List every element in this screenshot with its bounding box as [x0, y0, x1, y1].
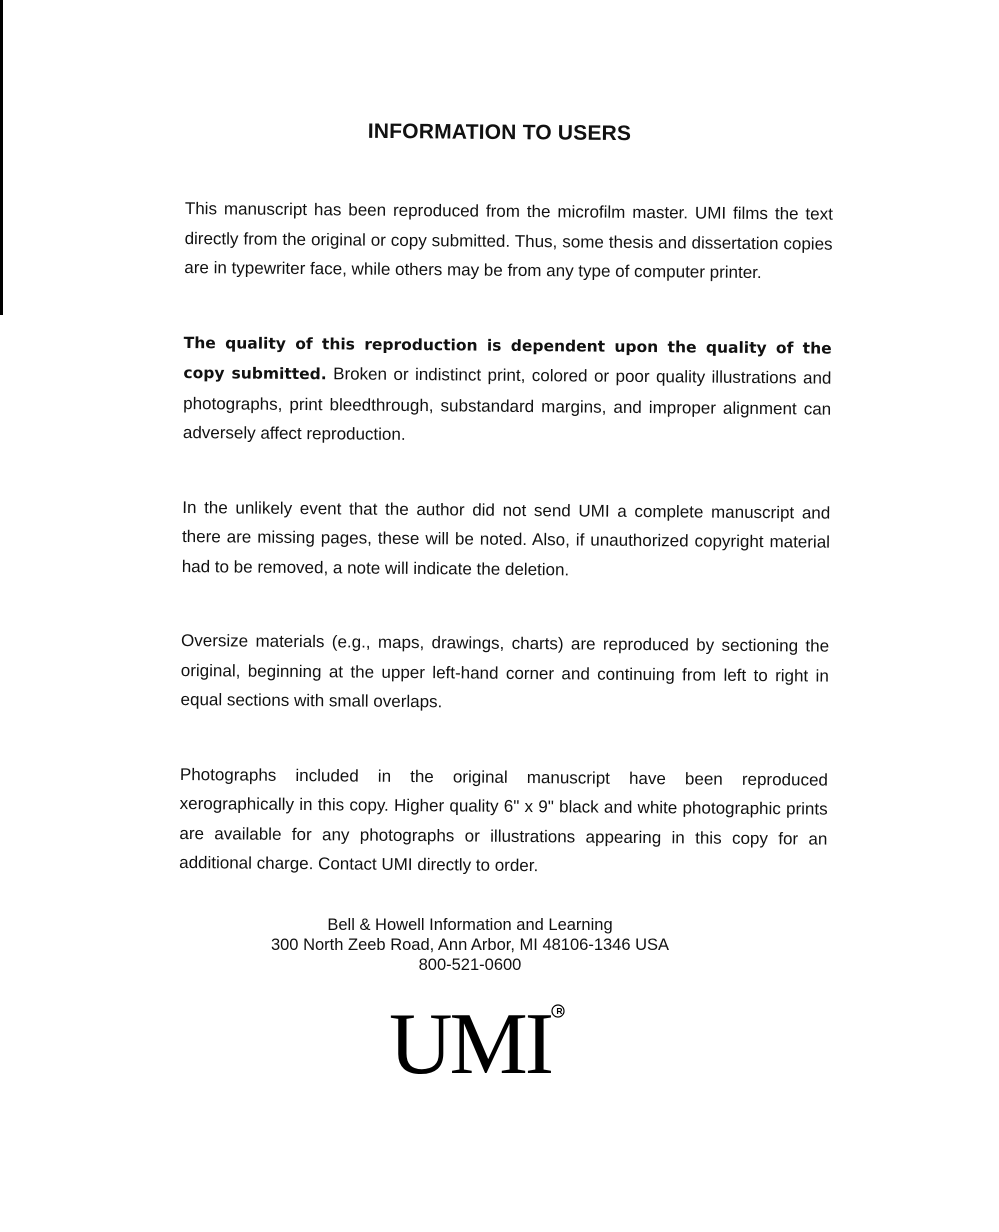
quality-detail: Broken or indistinct print, colored or poor quality illustrations and photographs, print bleedthrough, substandard margins, and improper alignment can adversely affect reproduction.	[182, 364, 832, 444]
paragraph-oversize: Oversize materials (e.g., maps, drawings, charts) are reproduced by sectioning the original, beginning at the upper left-hand corner and continuing from left to right in equal sections with small overlaps.	[180, 630, 830, 712]
umi-logo-wordmark: UMI R	[389, 1000, 551, 1090]
page-title: INFORMATION TO USERS	[367, 119, 632, 146]
paragraph-quality	[183, 327, 832, 453]
umi-logo	[0, 996, 940, 1093]
paragraph-reproduction: This manuscript has been reproduced from the microfilm master. UMI films the text directly from the original or copy submitted. Thus, some thesis and dissertation copies are in typewriter face, while others may be from any type of computer printer.	[184, 198, 833, 283]
paragraph-photographs: Photographs included in the original manuscript have been reproduced xerographically in this copy. Higher quality 6" x 9" black and white photographic prints are available for any photographs or illustrations appearing in this copy for an additional charge. Contact UMI directly to order.	[179, 764, 828, 876]
company-address	[0, 915, 940, 975]
company-name: Bell & Howell Information and Learning	[327, 916, 613, 934]
notice-body	[179, 194, 833, 928]
registered-trademark-icon	[551, 1004, 565, 1018]
street-address: 300 North Zeeb Road, Ann Arbor, MI 48106-1346 USA	[270, 936, 670, 954]
quality-emphasis: The quality of this reproduction is dependent upon the quality of the copy submitted.	[183, 333, 832, 384]
scan-edge-bar	[0, 0, 3, 315]
svg-text:R: R	[556, 1006, 560, 1017]
paragraph-missing-pages: In the unlikely event that the author did not send UMI a complete manuscript and there are missing pages, these will be noted. Also, if unauthorized copyright material had to be removed, a note will indicate the deletion.	[181, 497, 831, 579]
phone-number: 800-521-0600	[418, 956, 522, 974]
